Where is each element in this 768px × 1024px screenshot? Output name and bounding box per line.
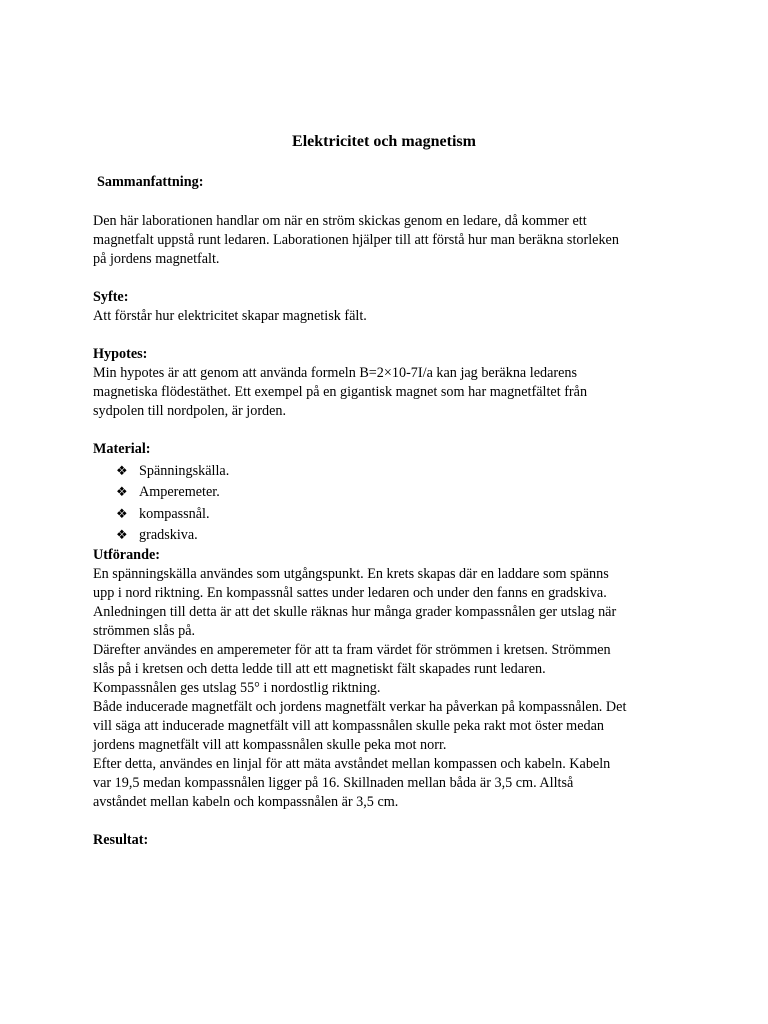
materials-list: [93, 461, 693, 546]
procedure-line: jordens magnetfält vill att kompassnålen skulle peka mot norr.: [93, 737, 447, 754]
hypothesis-line: magnetiska flödestäthet. Ett exempel på en gigantisk magnet som har magnetfältet från: [93, 384, 588, 400]
diamond-bullet-icon: ❖: [116, 464, 128, 479]
spacer: [93, 812, 693, 831]
material-label: Spänningskälla.: [139, 463, 230, 479]
materials-heading: Material:: [93, 441, 151, 457]
procedure-heading: Utförande:: [93, 547, 160, 564]
procedure-line: vill säga att inducerade magnetfält vill att kompassnålen skulle peka rakt mot öster medan: [93, 718, 604, 735]
procedure-line: avståndet mellan kabeln och kompassnålen är 3,5 cm.: [93, 794, 399, 811]
summary-heading: Sammanfattning:: [97, 174, 204, 190]
document-body: [93, 173, 693, 850]
procedure-line: En spänningskälla användes som utgångspunkt. En krets skapas där en laddare som spänns: [93, 566, 609, 583]
document-title: Elektricitet och magnetism: [292, 133, 476, 150]
list-item: [93, 482, 693, 503]
purpose-heading: Syfte:: [93, 289, 129, 305]
summary-line: på jordens magnetfalt.: [93, 251, 220, 267]
procedure-line: Kompassnålen ges utslag 55° i nordostlig riktning.: [93, 680, 381, 697]
procedure-line: Efter detta, användes en linjal för att mäta avståndet mellan kompassen och kabeln. Kabeln: [93, 756, 611, 773]
spacer: [93, 421, 693, 440]
diamond-bullet-icon: ❖: [116, 506, 128, 522]
material-label: gradskiva.: [139, 526, 198, 543]
list-item: [93, 525, 693, 546]
procedure-line: slås på i kretsen och detta ledde till att ett magnetiskt fält skapades runt ledaren.: [93, 661, 546, 678]
hypothesis-line: Min hypotes är att genom att använda formeln B=2×10-7I/a kan jag beräkna ledarens: [93, 365, 578, 381]
material-label: Amperemeter.: [139, 484, 220, 501]
list-item: [93, 504, 693, 525]
procedure-line: var 19,5 medan kompassnålen ligger på 16. Skillnaden mellan båda är 3,5 cm. Alltså: [93, 775, 574, 792]
hypothesis-line: sydpolen till nordpolen, är jorden.: [93, 403, 287, 419]
procedure-line: upp i nord riktning. En kompassnål sattes under ledaren och under den fanns en gradskiva.: [93, 585, 607, 602]
procedure-section: [93, 565, 693, 812]
diamond-bullet-icon: ❖: [116, 527, 128, 543]
summary-line: Den här laborationen handlar om när en ström skickas genom en ledare, då kommer ett: [93, 213, 587, 229]
hypothesis-heading: Hypotes:: [93, 346, 148, 362]
spacer: [93, 269, 693, 288]
diamond-bullet-icon: ❖: [116, 485, 128, 501]
material-label: kompassnål.: [139, 505, 210, 522]
result-heading: Resultat:: [93, 832, 149, 849]
procedure-line: Därefter användes en amperemeter för att ta fram värdet för strömmen i kretsen. Strömmen: [93, 642, 611, 659]
summary-line: magnetfalt uppstå runt ledaren. Laborationen hjälper till att förstå hur man beräkna storleken: [93, 232, 619, 248]
procedure-line: strömmen slås på.: [93, 623, 196, 640]
list-item: [93, 461, 693, 482]
spacer: [93, 326, 693, 345]
summary-section: [93, 212, 693, 269]
purpose-line: Att förstår hur elektricitet skapar magnetisk fält.: [93, 308, 367, 324]
procedure-line: Anledningen till detta är att det skulle räknas hur många grader kompassnålen ger utslag när: [93, 604, 617, 621]
procedure-line: Både inducerade magnetfält och jordens magnetfält verkar ha påverkan på kompassnålen. Det: [93, 699, 627, 716]
